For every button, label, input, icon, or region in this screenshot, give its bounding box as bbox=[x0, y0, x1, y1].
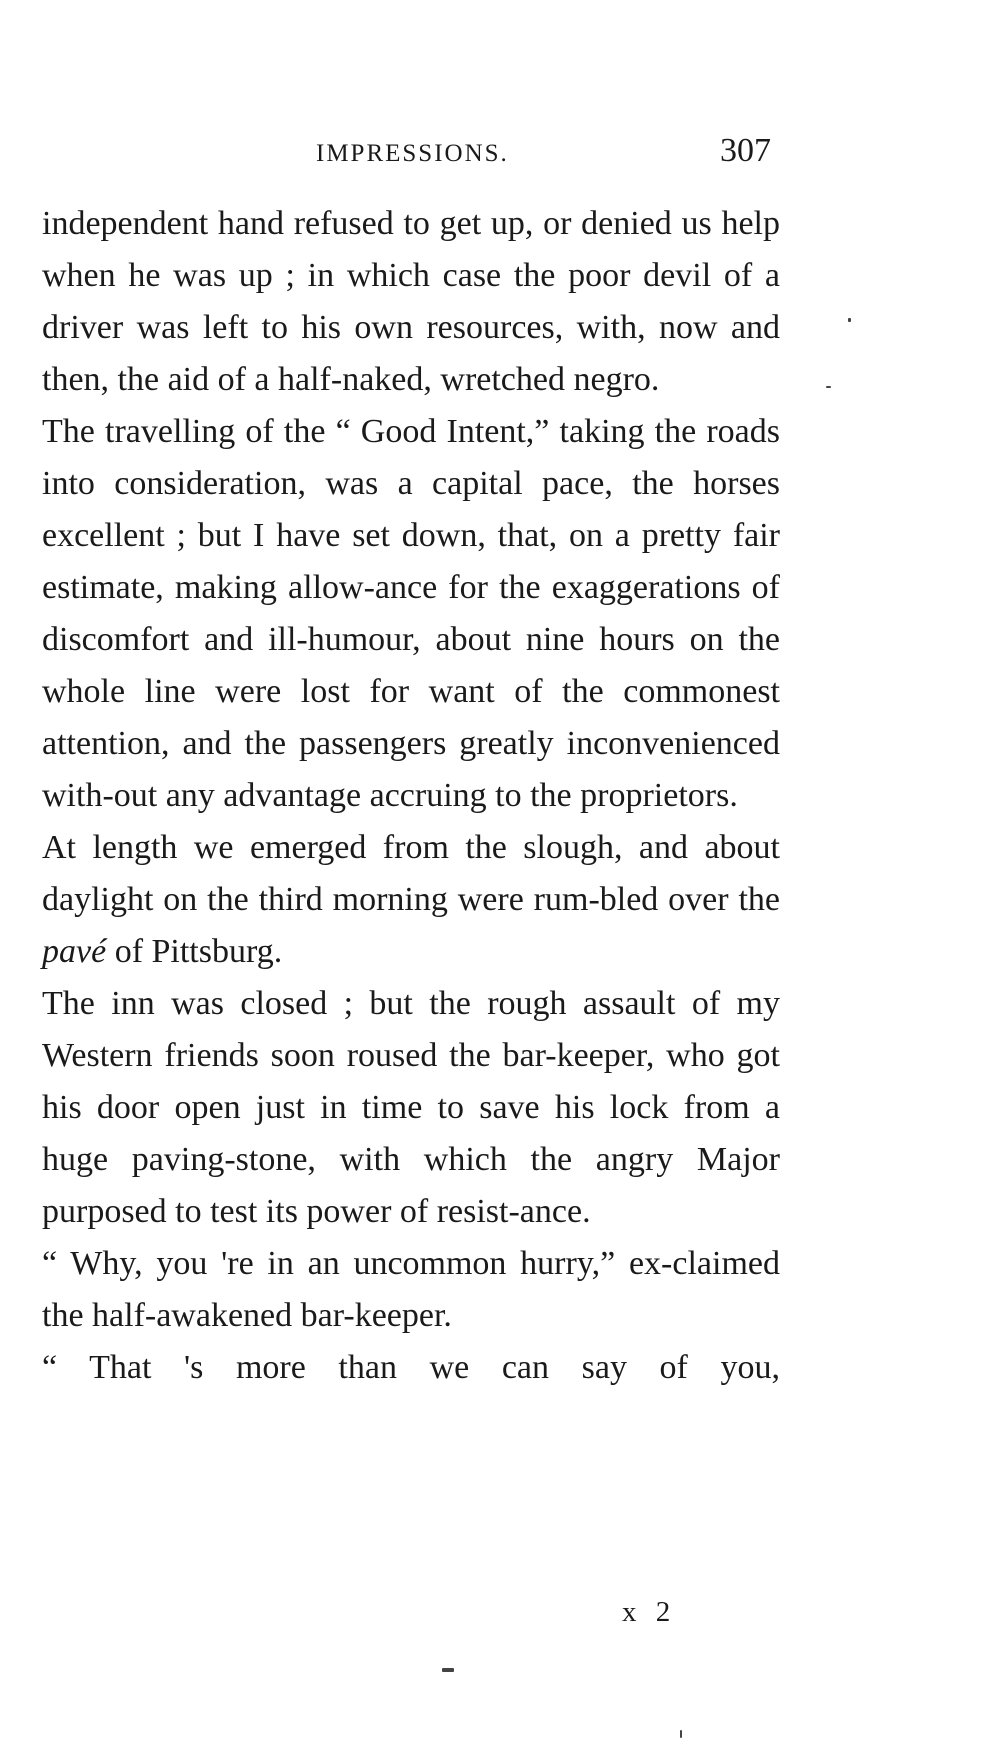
ink-speck bbox=[826, 386, 831, 388]
ink-speck bbox=[680, 1730, 682, 1738]
paragraph-3-start: At length we emerged from the slough, and about daylight on the third morning were rum-bled over the bbox=[42, 829, 780, 918]
paragraph-3-end: of Pittsburg. bbox=[106, 933, 283, 970]
ink-speck bbox=[442, 1668, 454, 1672]
paragraph-3 bbox=[42, 822, 780, 978]
paragraph-5: “ Why, you 're in an uncommon hurry,” ex-claimed the half-awakened bar-keeper. bbox=[42, 1245, 780, 1334]
page-number: 307 bbox=[720, 132, 771, 169]
ink-speck bbox=[848, 318, 851, 322]
signature-mark: x 2 bbox=[622, 1596, 677, 1628]
italic-word: pavé bbox=[42, 933, 107, 970]
paragraph-2: The travelling of the “ Good Intent,” taking the roads into consideration, was a capital pace, the horses excellent ; but I have set down, that, on a pretty fair estimate, making allow-ance for the exaggerations of discomfort and ill-humour, about nine hours on the whole line were lost for want of the commonest attention, and the passengers greatly inconvenienced with-out any advantage accruing to the proprietors. bbox=[42, 413, 780, 814]
running-title: IMPRESSIONS. bbox=[316, 140, 509, 167]
paragraph-1: independent hand refused to get up, or denied us help when he was up ; in which case the poor devil of a driver was left to his own resources, with, now and then, the aid of a half-naked, wretched negro. bbox=[42, 205, 780, 398]
body-text bbox=[42, 198, 780, 1394]
paragraph-6: “ That 's more than we can say of you, bbox=[42, 1349, 780, 1386]
paragraph-4: The inn was closed ; but the rough assault of my Western friends soon roused the bar-keeper, who got his door open just in time to save his lock from a huge paving-stone, with which the angry Major purposed to test its power of resist-ance. bbox=[42, 985, 780, 1230]
